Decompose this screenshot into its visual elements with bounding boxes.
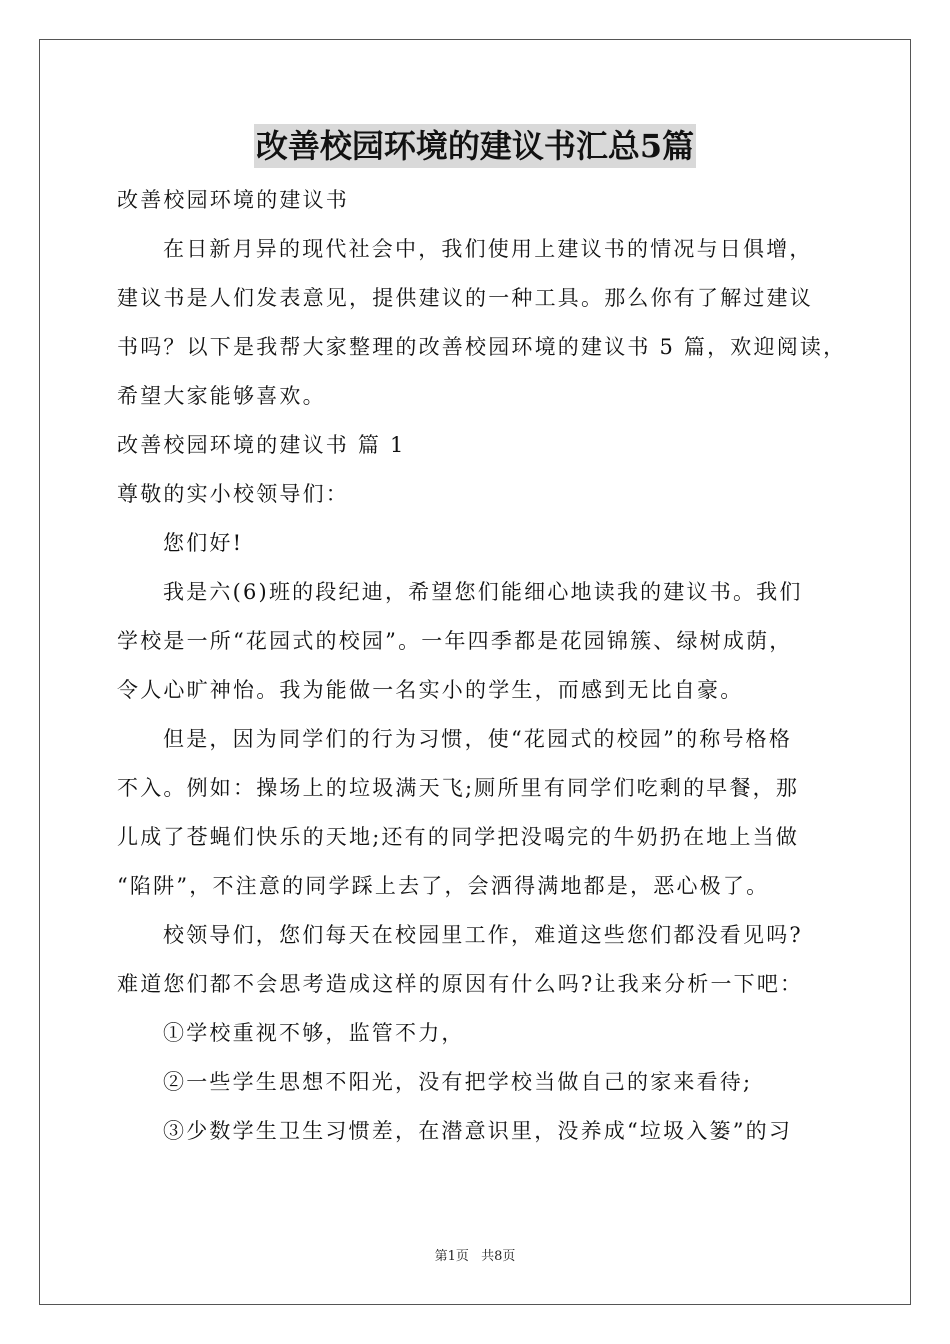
document-body — [117, 176, 847, 1156]
list-item: ①学校重视不够，监管不力， — [163, 1021, 465, 1045]
document-title: 改善校园环境的建议书汇总5篇 — [254, 124, 696, 168]
salutation-line: 尊敬的实小校领导们： — [117, 482, 349, 506]
paragraph-line: 儿成了苍蝇们快乐的天地;还有的同学把没喝完的牛奶扔在地上当做 — [117, 825, 800, 849]
paragraph-line: 难道您们都不会思考造成这样的原因有什么吗?让我来分析一下吧： — [117, 972, 804, 996]
paragraph-line: 希望大家能够喜欢。 — [117, 384, 326, 408]
paragraph-line: 但是，因为同学们的行为习惯，使“花园式的校园”的称号格格 — [163, 727, 793, 751]
section-heading: 改善校园环境的建议书 篇 1 — [117, 433, 406, 457]
paragraph-line: 我是六(6)班的段纪迪，希望您们能细心地读我的建议书。我们 — [163, 580, 803, 604]
paragraph-line: 学校是一所“花园式的校园”。一年四季都是花园锦簇、绿树成荫， — [117, 629, 793, 653]
paragraph-line: 书吗？以下是我帮大家整理的改善校园环境的建议书 5 篇，欢迎阅读， — [117, 335, 847, 359]
paragraph-line: 在日新月异的现代社会中，我们使用上建议书的情况与日俱增， — [163, 237, 813, 261]
paragraph-line: 不入。例如：操场上的垃圾满天飞;厕所里有同学们吃剩的早餐，那 — [117, 776, 800, 800]
paragraph-line: 建议书是人们发表意见，提供建议的一种工具。那么你有了解过建议 — [117, 286, 813, 310]
list-item: ②一些学生思想不阳光，没有把学校当做自己的家来看待; — [163, 1070, 753, 1094]
paragraph-line: “陷阱”，不注意的同学踩上去了，会洒得满地都是，恶心极了。 — [117, 874, 770, 898]
page-number: 第1页 — [434, 1249, 469, 1264]
page-total: 共8页 — [481, 1249, 516, 1264]
title-container — [0, 124, 950, 168]
page-footer — [0, 1245, 950, 1264]
list-item: ③少数学生卫生习惯差，在潜意识里，没养成“垃圾入篓”的习 — [163, 1119, 793, 1143]
subtitle-line: 改善校园环境的建议书 — [117, 188, 349, 212]
greeting-line: 您们好! — [163, 531, 244, 555]
paragraph-line: 令人心旷神怡。我为能做一名实小的学生，而感到无比自豪。 — [117, 678, 744, 702]
paragraph-line: 校领导们，您们每天在校园里工作，难道这些您们都没看见吗? — [163, 923, 803, 947]
